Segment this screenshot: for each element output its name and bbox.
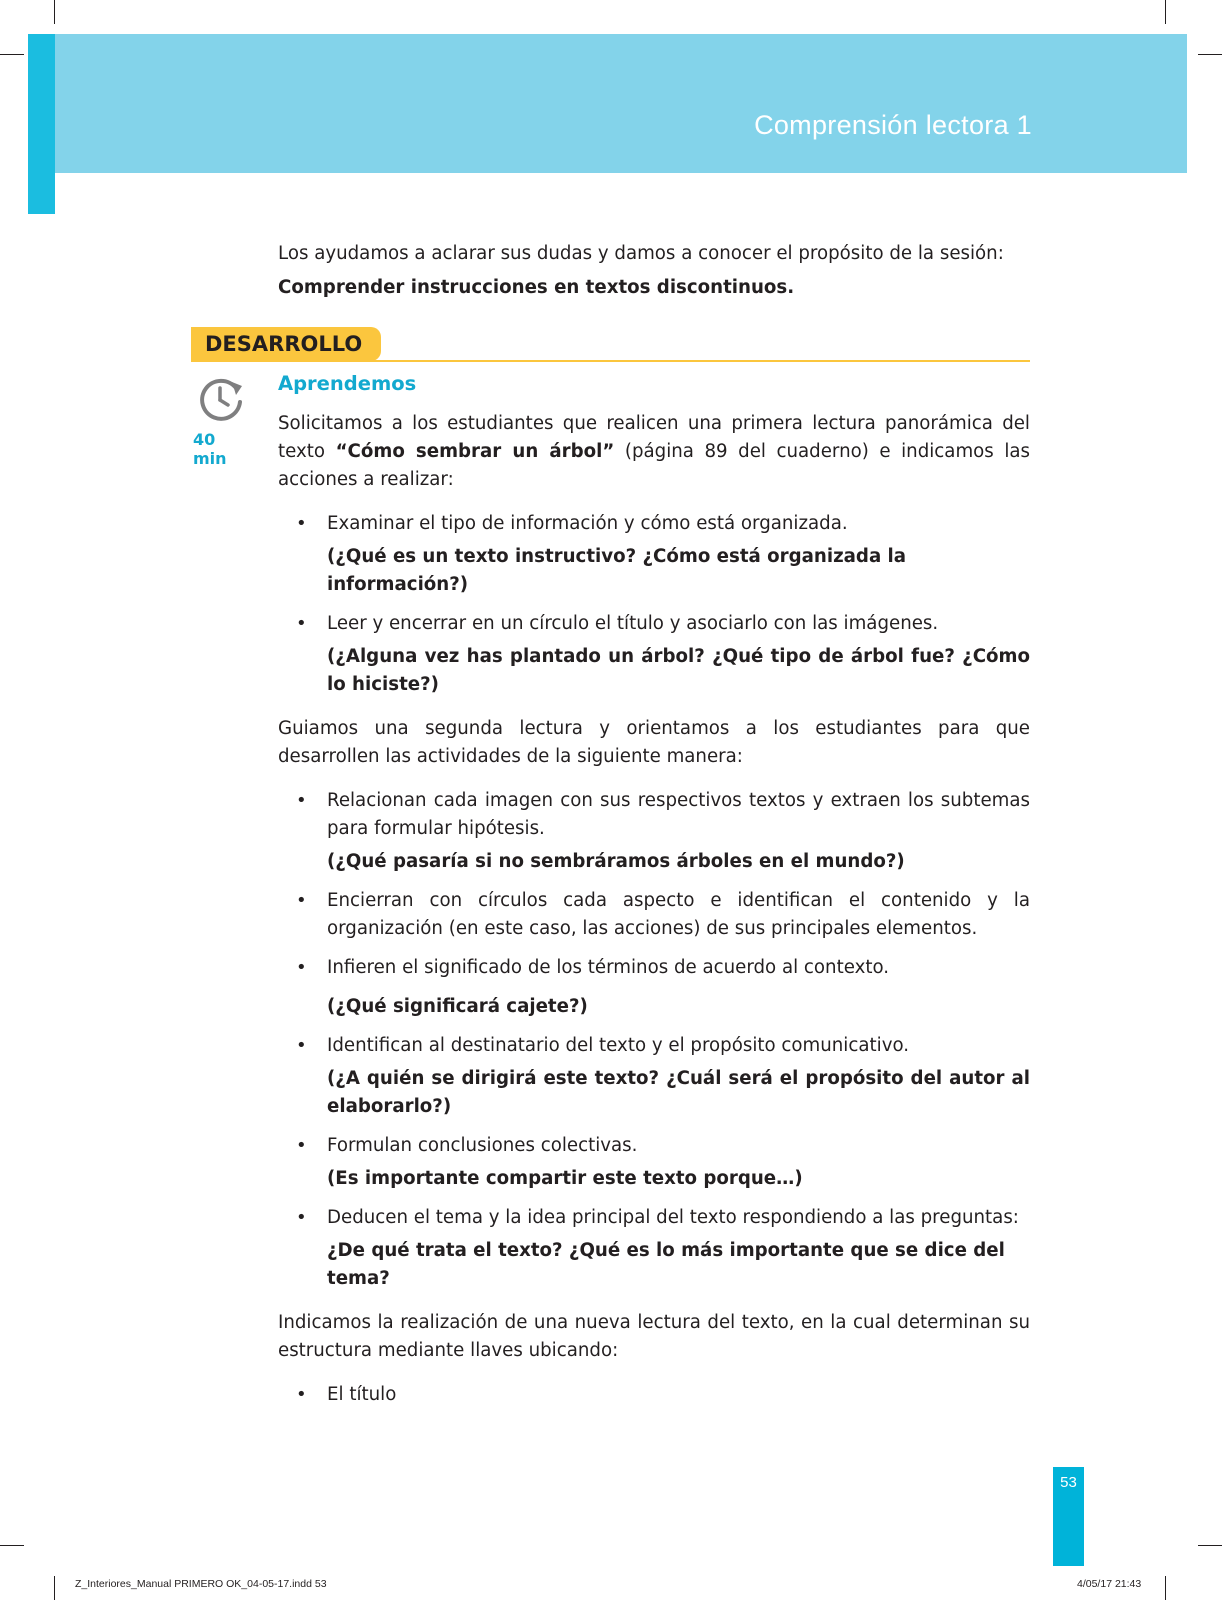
list-item <box>278 1381 1030 1409</box>
section-label: DESARROLLO <box>191 327 381 361</box>
paragraph-text: (página 89 del cuaderno) e indicamos las acciones a realizar: <box>278 441 1030 490</box>
time-label: 40 min <box>193 430 227 468</box>
footer-filename: Z_Interiores_Manual PRIMERO OK_04-05-17.indd 53 <box>75 1578 327 1590</box>
paragraph <box>278 410 1030 494</box>
bullet: • <box>296 890 307 911</box>
page-number: 53 <box>1060 1474 1077 1491</box>
list-item-question: (Es importante compartir este texto porque…) <box>327 1168 803 1189</box>
bullet: • <box>296 513 307 534</box>
header-tab <box>28 34 55 214</box>
main-body <box>278 410 1030 1409</box>
crop-mark <box>1165 1576 1166 1600</box>
header-title: Comprensión lectora 1 <box>754 110 1032 140</box>
crop-mark <box>54 1576 55 1600</box>
list-item-question: (¿Qué es un texto instructivo? ¿Cómo está organizada la información?) <box>327 546 907 595</box>
bullet: • <box>296 1135 307 1156</box>
header-band <box>55 34 1187 173</box>
text-title: “Cómo sembrar un árbol” <box>335 441 615 462</box>
action-list <box>278 510 1030 699</box>
list-item-question: (¿A quién se dirigirá este texto? ¿Cuál será el propósito del autor al elaborarlo?) <box>327 1068 1030 1117</box>
subsection-title: Aprendemos <box>278 372 417 395</box>
crop-mark <box>1165 0 1166 24</box>
list-item-text: Encierran con círculos cada aspecto e identifican el contenido y la organización (en este caso, las acciones) de sus principales elementos. <box>327 890 1030 939</box>
paragraph: Guiamos una segunda lectura y orientamos a los estudiantes para que desarrollen las actividades de la siguiente manera: <box>278 718 1030 767</box>
list-item <box>278 1132 1030 1193</box>
list-item <box>278 787 1030 876</box>
list-item-text: Relacionan cada imagen con sus respectivos textos y extraen los subtemas para formular hipótesis. <box>327 790 1030 839</box>
list-item-question: (¿Qué significará cajete?) <box>327 996 588 1017</box>
clock-refresh-icon <box>196 374 246 424</box>
list-item <box>278 1032 1030 1121</box>
list-item <box>278 510 1030 599</box>
list-item-text: El título <box>327 1384 397 1405</box>
list-item-text: Deducen el tema y la idea principal del texto respondiendo a las preguntas: <box>327 1207 1019 1228</box>
paragraph-text: Solicitamos a los estudiantes que realicen una primera lectura panorámica del texto <box>278 413 1030 462</box>
list-item-text: Infieren el significado de los términos de acuerdo al contexto. <box>327 957 890 978</box>
bullet: • <box>296 613 307 634</box>
activity-list <box>278 787 1030 1293</box>
crop-mark <box>0 54 24 55</box>
intro <box>278 240 1030 302</box>
list-item-text: Leer y encerrar en un círculo el título y asociarlo con las imágenes. <box>327 613 939 634</box>
footer-timestamp: 4/05/17 21:43 <box>1077 1578 1142 1590</box>
crop-mark <box>54 0 55 24</box>
list-item-text: Identifican al destinatario del texto y el propósito comunicativo. <box>327 1035 910 1056</box>
structure-list <box>278 1381 1030 1409</box>
section-divider <box>191 360 1030 362</box>
bullet: • <box>296 1207 307 1228</box>
bullet: • <box>296 790 307 811</box>
list-item-question: ¿De qué trata el texto? ¿Qué es lo más importante que se dice del tema? <box>327 1240 1005 1289</box>
list-item-text: Formulan conclusiones colectivas. <box>327 1135 638 1156</box>
list-item <box>278 1204 1030 1293</box>
crop-mark <box>1198 1545 1222 1546</box>
crop-mark <box>1198 54 1222 55</box>
list-item-text: Examinar el tipo de información y cómo está organizada. <box>327 513 848 534</box>
bullet: • <box>296 1035 307 1056</box>
list-item <box>278 887 1030 943</box>
bullet: • <box>296 1384 307 1405</box>
list-item-question: (¿Qué pasaría si no sembráramos árboles en el mundo?) <box>327 851 905 872</box>
bullet: • <box>296 957 307 978</box>
list-item <box>278 610 1030 699</box>
list-item <box>278 954 1030 1021</box>
list-item-question: (¿Alguna vez has plantado un árbol? ¿Qué tipo de árbol fue? ¿Cómo lo hiciste?) <box>327 646 1030 695</box>
intro-purpose: Comprender instrucciones en textos discontinuos. <box>278 277 795 298</box>
paragraph: Indicamos la realización de una nueva lectura del texto, en la cual determinan su estructura mediante llaves ubicando: <box>278 1312 1030 1361</box>
crop-mark <box>0 1545 24 1546</box>
intro-line: Los ayudamos a aclarar sus dudas y damos a conocer el propósito de la sesión: <box>278 243 1004 264</box>
